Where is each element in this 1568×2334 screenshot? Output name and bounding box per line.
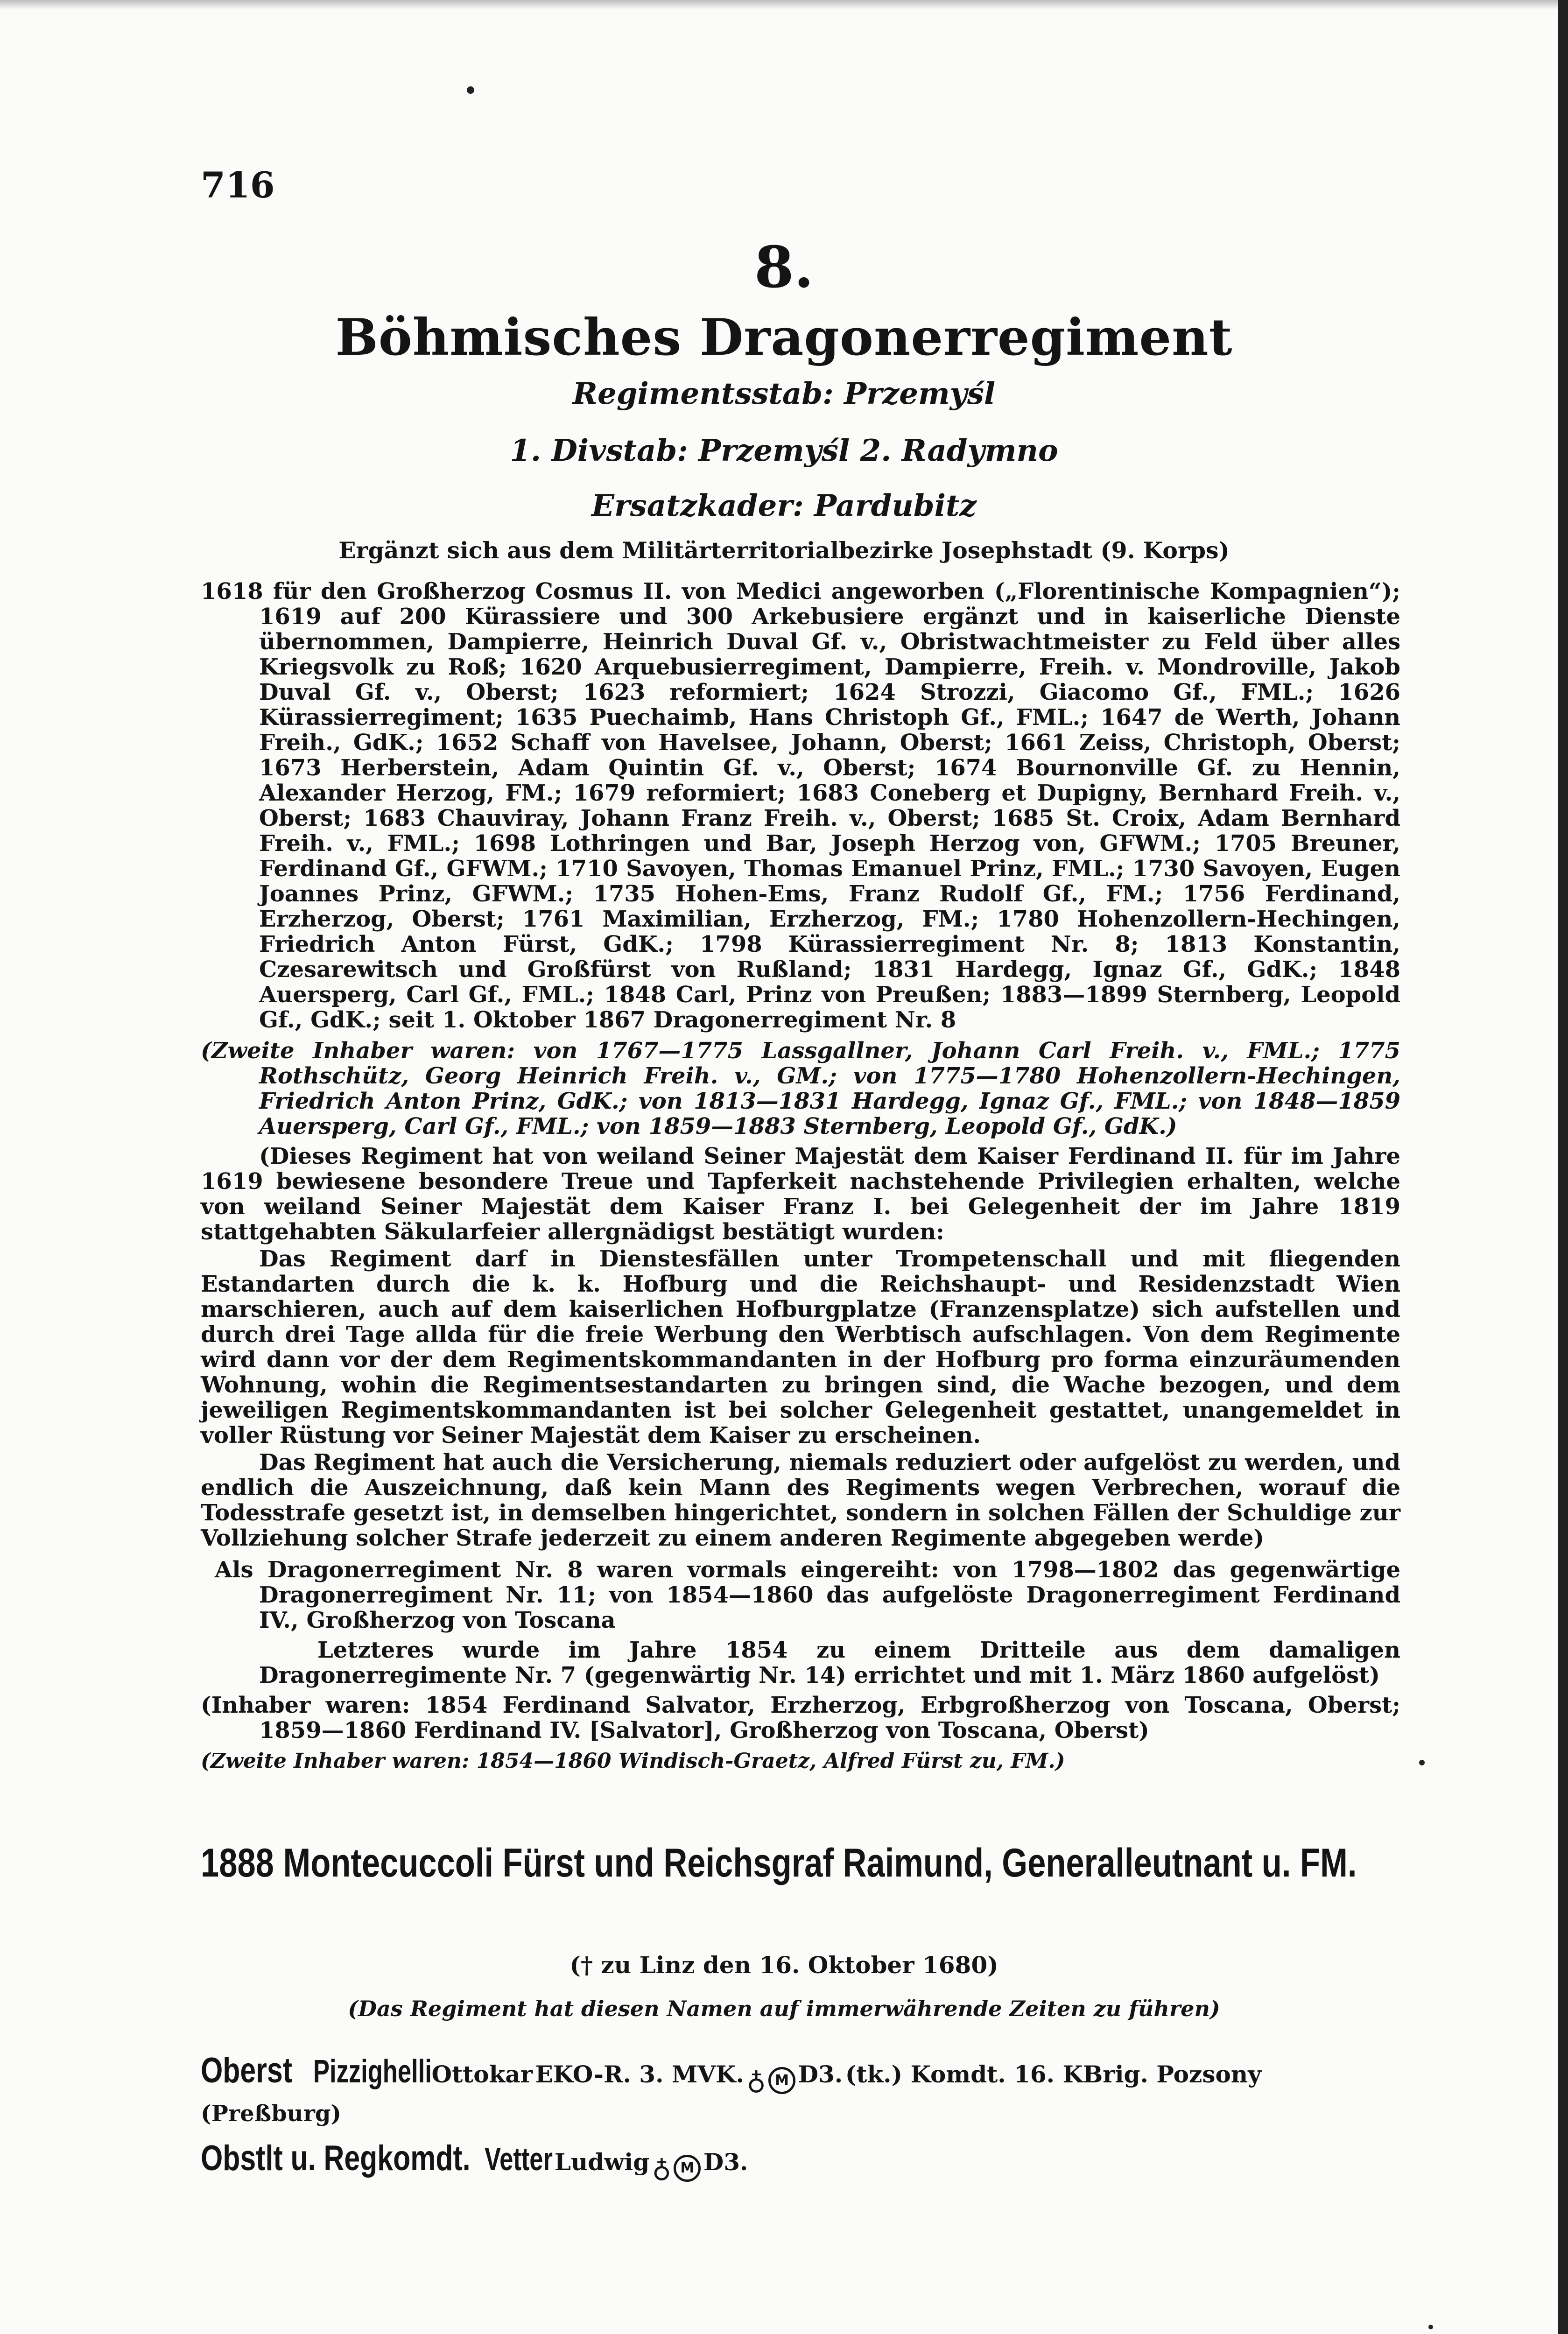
regiment-chief: 1888 Montecuccoli Fürst und Reichsgraf Raimund, Generalleutnant u. FM.: [201, 1841, 1357, 1885]
order-cross-icon: ♁: [652, 2152, 671, 2184]
privileges-section: [201, 1144, 1400, 1551]
previous-regiments: Als Dragonerregiment Nr. 8 waren vormals eingereiht: von 1798—1802 das gegenwärtige Dragonerregiment Nr. 11; von 1854—1860 das aufgelöste Dragonerregiment Ferdinand IV., Großherzog von Toscana: [215, 1557, 1400, 1633]
scan-speck: [1428, 2325, 1433, 2329]
chief-death-note: († zu Linz den 16. Oktober 1680): [570, 1951, 998, 1979]
staff-entry-obstlt: [201, 2138, 748, 2184]
history-paragraph: 1618 für den Großherzog Cosmus II. von Medici angeworben („Florentinische Kompagnien“); 1619 auf 200 Kürassiere und 300 Arkebusiere ergänzt und in kaiserliche Dienste übernommen, Dampierre, Heinrich Duval Gf. v., Obristwachtmeister zu Feld über alles Kriegsvolk zu Roß; 1620 Arquebusierregiment, Dampierre, Freih. v. Mondroville, Jakob Duval Gf. v., Oberst; 1623 reformiert; 1624 Strozzi, Giacomo Gf., FML.; 1626 Kürassierregiment; 1635 Puechaimb, Hans Christoph Gf., FML.; 1647 de Werth, Johann Freih., GdK.; 1652 Schaff von Havelsee, Johann, Oberst; 1661 Zeiss, Christoph, Oberst; 1673 Herberstein, Adam Quintin Gf. v., Oberst; 1674 Bournonville Gf. zu Hennin, Alexander Herzog, FM.; 1679 reformiert; 1683 Coneberg et Dupigny, Bernhard Freih. v., Oberst; 1683 Chauviray, Johann Franz Freih. v., Oberst; 1685 St. Croix, Adam Bernhard Freih. v., FML.; 1698 Lothringen und Bar, Joseph Herzog von, GFWM.; 1705 Breuner, Ferdinand Gf., GFWM.; 1710 Savoyen, Thomas Emanuel Prinz, FML.; 1730 Savoyen, Eugen Joannes Prinz, GFWM.; 1735 Hohen-Ems, Franz Rudolf Gf., FM.; 1756 Ferdinand, Erzherzog, Oberst; 1761 Maximilian, Erzherzog, FM.; 1780 Hohenzollern-Hechingen, Friedrich Anton Fürst, GdK.; 1798 Kürassierregiment Nr. 8; 1813 Konstantin, Czesarewitsch und Großfürst von Rußland; 1831 Hardegg, Ignaz Gf., GdK.; 1848 Auersperg, Carl Gf., FML.; 1848 Carl, Prinz von Preußen; 1883—1899 Sternberg, Leopold Gf., GdK.; seit 1. Oktober 1867 Dragonerregiment Nr. 8: [201, 578, 1400, 1033]
staff-rank: Obstlt u. Regkomdt.: [201, 2138, 471, 2178]
regiment-name-note: (Das Regiment hat diesen Namen auf immerwährende Zeiten zu führen): [348, 1996, 1220, 2021]
scan-speck: [1419, 1760, 1425, 1765]
staff-given-name: Ottokar: [431, 2060, 533, 2088]
page-number: 716: [201, 164, 275, 206]
staff-given-name: Ludwig: [554, 2148, 650, 2176]
staff-post: (tk.) Komdt. 16. KBrig. Pozsony: [845, 2060, 1262, 2088]
regiment-staff-line: Regimentsstab: Przemyśl: [572, 376, 996, 411]
second-owners-1854: (Zweite Inhaber waren: 1854—1860 Windisch-Graetz, Alfred Fürst zu, FM.): [201, 1749, 1065, 1773]
order-cross-icon: ♁: [746, 2065, 766, 2096]
staff-surname: Vetter: [484, 2141, 553, 2177]
staff-post-continuation: (Preßburg): [201, 2101, 342, 2127]
staff-decoration-d3: D3.: [703, 2148, 748, 2176]
privileges-intro: (Dieses Regiment hat von weiland Seiner Majestät dem Kaiser Ferdinand II. für im Jahre 1619 bewiesene besondere Treue und Tapferkeit nachstehende Privilegien erhalten, welche von weiland Seiner Majestät dem Kaiser Franz I. bei Gelegenheit der im Jahre 1819 stattgehabten Säkularfeier allergnädigst bestätigt wurden:: [201, 1143, 1400, 1245]
regiment-name: Böhmisches Dragonerregiment: [335, 308, 1233, 367]
privileges-assurance: Das Regiment hat auch die Versicherung, niemals reduziert oder aufgelöst zu werden, und endlich die Auszeichnung, daß kein Mann des Regiments wegen Verbrechen, worauf die Todesstrafe gesetzt ist, in demselben hingerichtet, sondern in solchen Fällen der Schuldige zur Vollziehung solcher Strafe jederzeit zu einem anderen Regimente abgegeben werde): [201, 1449, 1400, 1551]
recruitment-district: Ergänzt sich aus dem Militärterritorialbezirke Josephstadt (9. Korps): [338, 537, 1230, 564]
merged-note: Letzteres wurde im Jahre 1854 zu einem Dritteile aus dem damaligen Dragonerregimente Nr. 7 (gegenwärtig Nr. 14) errichtet und mit 1. März 1860 aufgelöst): [259, 1637, 1400, 1688]
scan-speck: [467, 86, 474, 94]
owners-1854: (Inhaber waren: 1854 Ferdinand Salvator, Erzherzog, Erbgroßherzog von Toscana, Oberst; 1859—1860 Ferdinand IV. [Salvator], Großherzog von Toscana, Oberst): [201, 1692, 1400, 1743]
staff-surname: Pizzighelli: [313, 2053, 432, 2089]
staff-decoration-d3: D3.: [798, 2060, 843, 2088]
regiment-number: 8.: [754, 233, 814, 301]
reserve-cadre-line: Ersatzkader: Pardubitz: [591, 488, 977, 523]
division-staff-line: 1. Divstab: Przemyśl 2. Radymno: [510, 433, 1058, 468]
privileges-detail: Das Regiment darf in Dienstesfällen unter Trompetenschall und mit fliegenden Estandarten durch die k. k. Hofburg und die Reichshaupt- und Residenzstadt Wien marschieren, auch auf dem kaiserlichen Hofburgplatze (Franzensplatze) sich aufstellen und durch drei Tage allda für die freie Werbung den Werbtisch aufschlagen. Von dem Regimente wird dann vor der dem Regimentskommandanten in der Hofburg pro forma einzuräumenden Wohnung, wohin die Regimentsestandarten zu bringen sind, die Wache bezogen, und dem jeweiligen Regimentskommandanten ist bei solcher Gelegenheit gestattet, unangemeldet in voller Rüstung vor Seiner Majestät dem Kaiser zu erscheinen.: [201, 1246, 1400, 1448]
staff-entry-oberst: [201, 2050, 1261, 2096]
medal-m-icon: M: [674, 2155, 701, 2182]
medal-m-icon: M: [768, 2067, 795, 2094]
staff-rank: Oberst: [201, 2051, 292, 2090]
staff-decorations: EKO-R. 3. MVK.: [535, 2060, 744, 2088]
history-section: [201, 579, 1400, 1774]
second-owners-paragraph: (Zweite Inhaber waren: von 1767—1775 Lassgallner, Johann Carl Freih. v., FML.; 1775 Rothschütz, Georg Heinrich Freih. v., GM.; von 1775—1780 Hohenzollern-Hechingen, Friedrich Anton Prinz, GdK.; von 1813—1831 Hardegg, Ignaz Gf., FML.; von 1848—1859 Auersperg, Carl Gf., FML.; von 1859—1883 Sternberg, Leopold Gf., GdK.): [201, 1038, 1400, 1139]
scan-edge-top: [0, 0, 1568, 9]
